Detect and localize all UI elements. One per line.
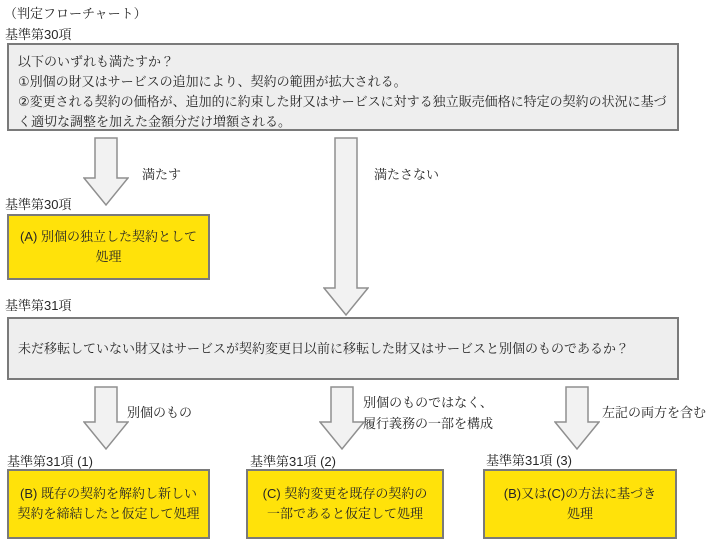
branch-label-meets: 満たす xyxy=(142,167,182,182)
result-b-line: (B) 既存の契約を解約し新しい xyxy=(20,486,197,501)
result-a-line: 処理 xyxy=(95,249,122,264)
branch-label-not-distinct-line1: 別個のものではなく、 xyxy=(363,395,493,410)
q30-line: く適切な調整を加えた金額分だけ増額される。 xyxy=(18,114,292,129)
result-b-line: 契約を締結したと仮定して処理 xyxy=(17,506,200,521)
result-b-box xyxy=(7,469,210,539)
result-bc-box xyxy=(483,469,677,539)
branch-label-not-distinct xyxy=(357,392,499,434)
q30-line: 以下のいずれも満たすか？ xyxy=(18,54,175,69)
result-c-section-label: 基準第31項 (2) xyxy=(250,454,336,469)
result-bc-line: (B)又は(C)の方法に基づき xyxy=(503,486,657,501)
q30-line: ②変更される契約の価格が、追加的に約束した財又はサービスに対する独立販売価格に特定の契約の状況に基づ xyxy=(18,94,667,109)
down-arrow-both-icon xyxy=(554,386,600,451)
result-c-line: (C) 契約変更を既存の契約の xyxy=(262,486,428,501)
result-c-box xyxy=(246,469,444,539)
branch-label-both: 左記の両方を含む xyxy=(602,405,707,420)
q30-line: ①別個の財又はサービスの追加により、契約の範囲が拡大される。 xyxy=(18,74,407,89)
result-a-section-label: 基準第30項 xyxy=(5,197,72,212)
q31-text: 未だ移転していない財又はサービスが契約変更日以前に移転した財又はサービスと別個のものであるか？ xyxy=(18,340,630,356)
q31-question-box xyxy=(7,317,679,380)
down-arrow-not-meets-icon xyxy=(323,137,369,317)
result-a-line: (A) 別個の独立した契約として xyxy=(20,229,197,244)
down-arrow-distinct-icon xyxy=(83,386,129,451)
page-title: （判定フローチャート） xyxy=(4,6,147,21)
branch-label-not-meets: 満たさない xyxy=(374,167,440,182)
result-b-section-label: 基準第31項 (1) xyxy=(7,454,93,469)
result-bc-line: 処理 xyxy=(566,506,593,521)
q31-section-label: 基準第31項 xyxy=(5,298,72,313)
result-c-line: 一部であると仮定して処理 xyxy=(266,506,423,521)
branch-label-not-distinct-line2: 履行義務の一部を構成 xyxy=(362,416,493,431)
down-arrow-meets-icon xyxy=(83,137,129,207)
q30-section-label: 基準第30項 xyxy=(5,27,72,42)
result-a-box xyxy=(7,214,210,280)
branch-label-distinct: 別個のもの xyxy=(127,405,193,420)
q30-question-box xyxy=(7,43,679,131)
result-bc-section-label: 基準第31項 (3) xyxy=(486,453,572,468)
